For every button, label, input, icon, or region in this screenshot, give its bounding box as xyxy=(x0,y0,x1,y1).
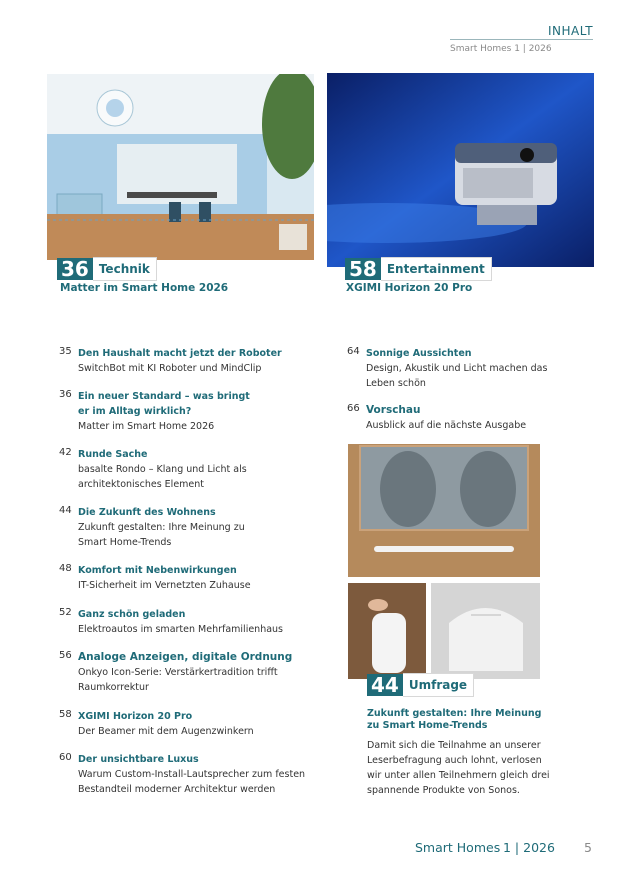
feature-caption[interactable]: Matter im Smart Home 2026 xyxy=(60,282,229,294)
toc-desc: Ausblick auf die nächste Ausgabe xyxy=(366,420,527,431)
umfrage-title[interactable]: Zukunft gestalten: Ihre Meinung zu Smart Home-Trends xyxy=(367,708,542,731)
toc-page: 58 xyxy=(59,709,72,720)
toc-page: 60 xyxy=(59,752,72,763)
technik-image xyxy=(47,74,314,260)
page-number: 5 xyxy=(584,840,592,855)
feature-number: 44 xyxy=(367,674,403,696)
speaker-large-image xyxy=(431,583,540,679)
toc-title: Runde Sache xyxy=(78,449,148,460)
section-title: INHALT xyxy=(548,24,594,38)
sonos-era300-illustration xyxy=(431,583,540,679)
toc-title: Vorschau xyxy=(366,404,421,416)
toc-title: XGIMI Horizon 20 Pro xyxy=(78,711,193,722)
toc-page: 66 xyxy=(347,403,360,414)
toc-desc: Elektroautos im smarten Mehrfamilienhaus xyxy=(78,624,284,635)
feature-caption[interactable]: XGIMI Horizon 20 Pro xyxy=(346,282,473,294)
feature-label: Umfrage xyxy=(403,673,474,697)
speaker-small-image xyxy=(348,583,426,679)
feature-badge-technik[interactable] xyxy=(57,258,157,280)
toc-desc: Der Beamer mit dem Augenzwinkern xyxy=(78,726,254,737)
toc-desc: Warum Custom-Install-Lautsprecher zum festen Bestandteil moderner Architektur werden xyxy=(78,769,306,795)
feature-label: Entertainment xyxy=(381,257,492,281)
toc-desc: Zukunft gestalten: Ihre Meinung zu Smart Home-Trends xyxy=(78,522,245,548)
toc-page: 44 xyxy=(59,505,72,516)
toc-title: Den Haushalt macht jetzt der Roboter xyxy=(78,348,282,359)
toc-page: 36 xyxy=(59,389,72,400)
footer-issue: 1 | 2026 xyxy=(503,840,555,855)
toc-desc: Onkyo Icon-Serie: Verstärkertradition trifft Raumkorrektur xyxy=(78,667,278,693)
feature-badge-entertainment[interactable] xyxy=(345,258,492,280)
toc-title: Der unsichtbare Luxus xyxy=(78,754,199,765)
toc-desc: basalte Rondo – Klang und Licht als architektonisches Element xyxy=(78,464,247,490)
toc-title: Komfort mit Nebenwirkungen xyxy=(78,565,237,576)
toc-desc: SwitchBot mit KI Roboter und MindClip xyxy=(78,363,262,374)
toc-page: 35 xyxy=(59,346,72,357)
header-rule xyxy=(450,39,593,40)
toc-title: Die Zukunft des Wohnens xyxy=(78,507,216,518)
toc-title: Ein neuer Standard – was bringt er im Alltag wirklich? xyxy=(78,391,250,417)
toc-page: 42 xyxy=(59,447,72,458)
toc-desc: IT-Sicherheit im Vernetzten Zuhause xyxy=(78,580,251,591)
toc-desc: Design, Akustik und Licht machen das Leben schön xyxy=(366,363,548,389)
feature-label: Technik xyxy=(93,257,157,281)
feature-number: 36 xyxy=(57,258,93,280)
projector-illustration xyxy=(327,73,594,267)
toc-title: Ganz schön geladen xyxy=(78,609,186,620)
feature-badge-umfrage[interactable] xyxy=(367,674,474,696)
toc-page: 64 xyxy=(347,346,360,357)
toc-title: Sonnige Aussichten xyxy=(366,348,472,359)
umfrage-body: Damit sich die Teilnahme an unserer Leserbefragung auch lohnt, verlosen wir unter allen Teilnehmern gleich drei spannende Produkte von Sonos. xyxy=(367,740,550,796)
entertainment-image xyxy=(327,73,594,267)
toc-page: 48 xyxy=(59,563,72,574)
toc-page: 56 xyxy=(59,650,72,661)
toc-page: 52 xyxy=(59,607,72,618)
footer-magazine: Smart Homes xyxy=(415,840,501,855)
toc-desc: Matter im Smart Home 2026 xyxy=(78,421,215,432)
tv-wall-image xyxy=(348,444,540,577)
feature-number: 58 xyxy=(345,258,381,280)
toc-title: Analoge Anzeigen, digitale Ordnung xyxy=(78,651,293,663)
tv-soundbar-illustration xyxy=(348,444,540,577)
issue-label: Smart Homes 1 | 2026 xyxy=(450,44,552,54)
sonos-era100-illustration xyxy=(348,583,426,679)
living-room-illustration xyxy=(47,74,314,260)
